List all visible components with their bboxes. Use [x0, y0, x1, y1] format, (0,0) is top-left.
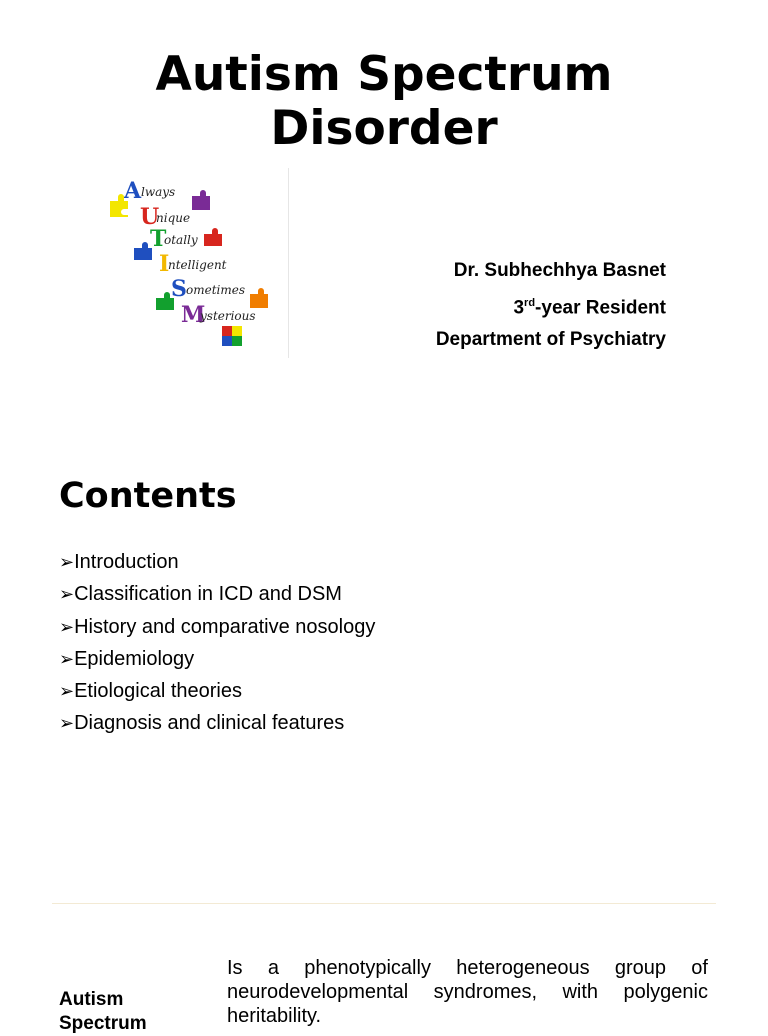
logo-word-unique: nique	[156, 211, 191, 225]
author-block	[436, 255, 666, 356]
list-item	[59, 546, 375, 578]
list-item	[59, 707, 375, 739]
arrow-bullet-icon: ➢	[59, 584, 75, 605]
definition-term	[59, 988, 179, 1036]
logo-letter-u: U	[140, 204, 160, 230]
list-item-label: History and comparative nosology	[74, 615, 376, 638]
list-item-label: Classification in ICD and DSM	[74, 583, 342, 606]
title-line-1: Autism Spectrum	[155, 47, 613, 102]
logo-letter-t: T	[150, 226, 167, 252]
arrow-bullet-icon: ➢	[59, 713, 75, 734]
puzzle-piece-icon	[232, 336, 242, 346]
autism-acronym-logo	[104, 168, 289, 358]
author-name: Dr. Subhechhya Basnet	[453, 260, 666, 281]
puzzle-piece-icon	[204, 228, 222, 246]
author-year	[436, 287, 666, 324]
author-department: Department of Psychiatry	[435, 329, 666, 351]
term-line-1: Autism	[59, 989, 124, 1010]
list-item	[59, 611, 375, 643]
arrow-bullet-icon: ➢	[59, 681, 75, 702]
author-year-rest: -year Resident	[535, 297, 666, 319]
author-year-suffix: rd	[524, 297, 536, 309]
slide-title	[0, 48, 768, 156]
puzzle-piece-icon	[192, 190, 210, 210]
title-line-2: Disorder	[270, 101, 498, 156]
list-item	[59, 643, 375, 675]
list-item-label: Epidemiology	[74, 647, 195, 670]
logo-word-intelligent: ntelligent	[168, 258, 227, 272]
author-year-number: 3	[513, 297, 525, 319]
logo-word-mysterious: ysterious	[200, 309, 256, 323]
puzzle-piece-icon	[222, 326, 232, 336]
autism-logo-graphic	[104, 168, 288, 358]
contents-list	[59, 546, 375, 740]
logo-word-totally: otally	[164, 233, 198, 247]
definition-text: Is a phenotypically heterogeneous group of neurodevelopmental syndromes, with polygenic heritability.	[227, 957, 708, 1027]
logo-letter-m: M	[181, 302, 206, 328]
list-item	[59, 578, 375, 610]
list-item	[59, 675, 375, 707]
list-item-label: Introduction	[74, 551, 179, 573]
puzzle-piece-icon	[232, 326, 242, 336]
puzzle-piece-icon	[222, 336, 232, 346]
term-line-2: Spectrum	[59, 1013, 147, 1034]
arrow-bullet-icon: ➢	[59, 616, 75, 637]
logo-word-sometimes: ometimes	[186, 283, 246, 297]
slide-divider	[52, 903, 716, 904]
logo-letter-i: I	[159, 251, 170, 277]
logo-letter-s: S	[171, 276, 187, 302]
contents-heading: Contents	[59, 476, 237, 516]
arrow-bullet-icon: ➢	[59, 552, 75, 572]
list-item-label: Etiological theories	[74, 680, 242, 703]
logo-word-always: lways	[141, 185, 176, 199]
arrow-bullet-icon: ➢	[59, 648, 75, 669]
puzzle-piece-icon	[250, 288, 268, 308]
list-item-label: Diagnosis and clinical features	[74, 712, 345, 735]
logo-letter-a: A	[124, 178, 142, 204]
